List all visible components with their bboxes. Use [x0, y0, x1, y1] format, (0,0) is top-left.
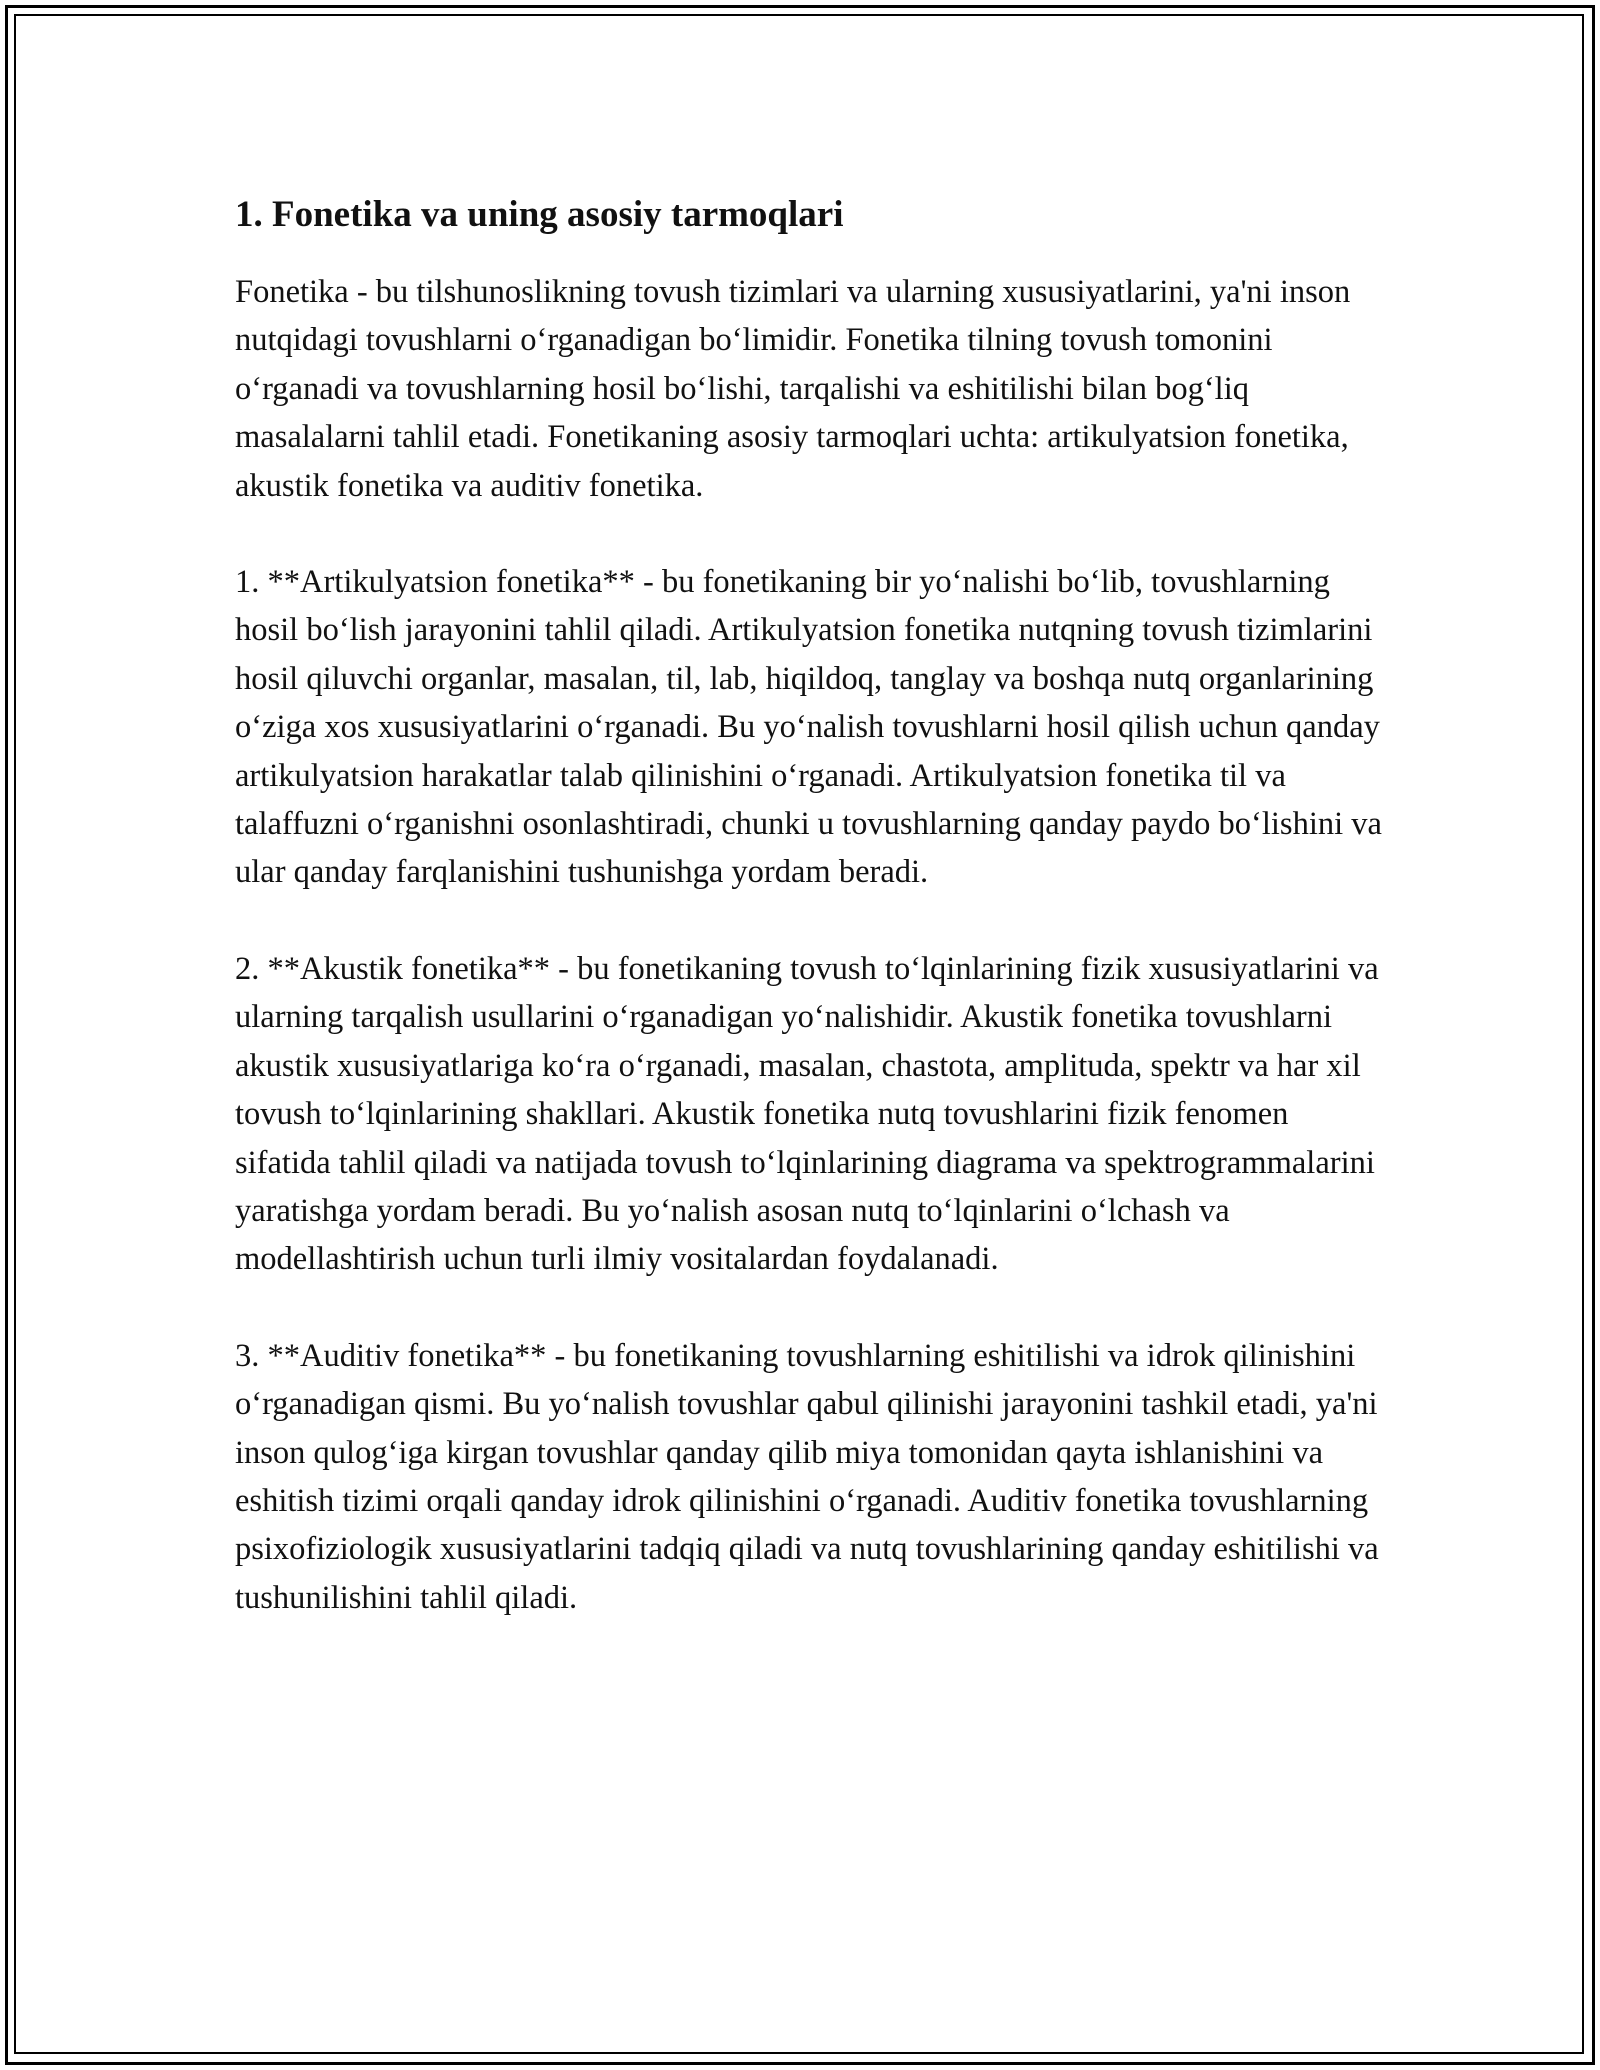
document-body	[235, 190, 1385, 1670]
acoustic-phonetics-paragraph: 2. **Akustik fonetika** - bu fonetikaning tovush to‘lqinlarining fizik xususiyatlarini va ularning tarqalish usullarini o‘rganadigan yo‘nalishidir. Akustik fonetika tovushlarni akustik xususiyatlariga ko‘ra o‘rganadi, masalan, chastota, amplituda, spektr va har xil tovush to‘lqinlarining shakllari. Akustik fonetika nutq tovushlarini fizik fenomen sifatida tahlil qiladi va natijada tovush to‘lqinlarining diagrama va spektrogrammalarini yaratishga yordam beradi. Bu yo‘nalish asosan nutq to‘lqinlarini o‘lchash va modellashtirish uchun turli ilmiy vositalardan foydalanadi.	[235, 950, 1379, 1278]
section-heading: 1. Fonetika va uning asosiy tarmoqlari	[235, 194, 844, 235]
auditory-phonetics-paragraph: 3. **Auditiv fonetika** - bu fonetikaning tovushlarning eshitilishi va idrok qilinishini o‘rganadigan qismi. Bu yo‘nalish tovushlar qabul qilinishi jarayonini tashkil etadi, ya'ni inson qulog‘iga kirgan tovushlar qanday qilib miya tomonidan qayta ishlanishini va eshitish tizimi orqali qanday idrok qilinishini o‘rganadi. Auditiv fonetika tovushlarning psixofiziologik xususiyatlarini tadqiq qiladi va nutq tovushlarining qanday eshitilishi va tushunilishini tahlil qiladi.	[235, 1337, 1379, 1616]
articulatory-phonetics-paragraph: 1. **Artikulyatsion fonetika** - bu fonetikaning bir yo‘nalishi bo‘lib, tovushlarning hosil bo‘lish jarayonini tahlil qiladi. Artikulyatsion fonetika nutqning tovush tizimlarini hosil qiluvchi organlar, masalan, til, lab, hiqildoq, tanglay va boshqa nutq organlarining o‘ziga xos xususiyatlarini o‘rganadi. Bu yo‘nalish tovushlarni hosil qilish uchun qanday artikulyatsion harakatlar talab qilinishini o‘rganadi. Artikulyatsion fonetika til va talaffuzni o‘rganishni osonlashtiradi, chunki u tovushlarning qanday paydo bo‘lishini va ular qanday farqlanishini tushunishga yordam beradi.	[235, 564, 1382, 891]
intro-paragraph: Fonetika - bu tilshunoslikning tovush tizimlari va ularning xususiyatlarini, ya'ni inson nutqidagi tovushlarni o‘rganadigan bo‘limidir. Fonetika tilning tovush tomonini o‘rganadi va tovushlarning hosil bo‘lishi, tarqalishi va eshitilishi bilan bog‘liq masalalarni tahlil etadi. Fonetikaning asosiy tarmoqlari uchta: artikulyatsion fonetika, akustik fonetika va auditiv fonetika.	[235, 274, 1351, 504]
